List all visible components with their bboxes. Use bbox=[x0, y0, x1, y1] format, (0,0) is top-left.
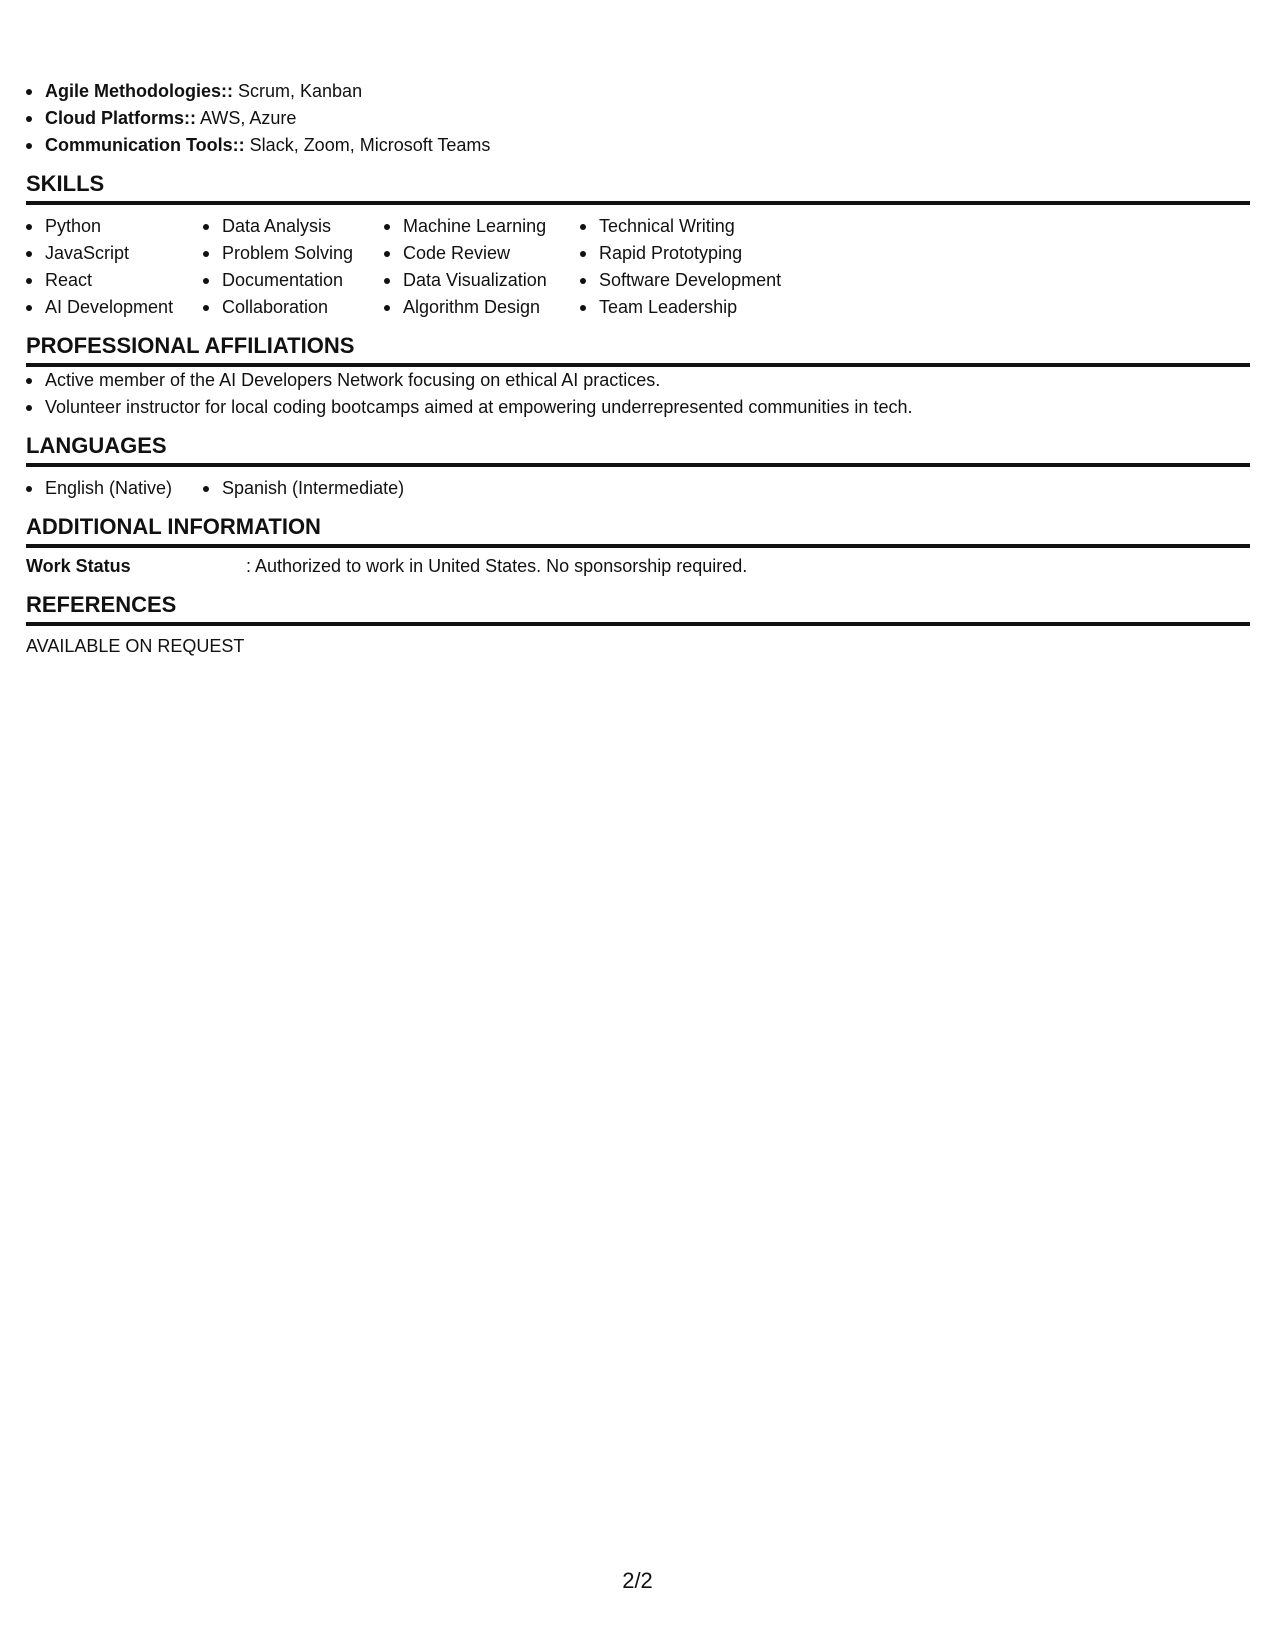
section-title: LANGUAGES bbox=[26, 431, 1250, 467]
tool-value: Scrum, Kanban bbox=[238, 81, 363, 101]
work-status-row bbox=[26, 553, 1250, 580]
skills-column bbox=[580, 213, 810, 321]
references-text: AVAILABLE ON REQUEST bbox=[26, 636, 245, 656]
list-item: Data Analysis bbox=[203, 213, 384, 240]
list-item: Volunteer instructor for local coding bootcamps aimed at empowering underrepresented communities in tech. bbox=[26, 394, 1250, 421]
affiliations-section bbox=[26, 331, 1250, 421]
languages-list bbox=[26, 475, 1250, 502]
section-title: SKILLS bbox=[26, 169, 1250, 205]
section-title: REFERENCES bbox=[26, 590, 1250, 626]
list-item: Problem Solving bbox=[203, 240, 384, 267]
tool-value: Slack, Zoom, Microsoft Teams bbox=[249, 135, 491, 155]
section-title: PROFESSIONAL AFFILIATIONS bbox=[26, 331, 1250, 367]
list-item: Code Review bbox=[384, 240, 580, 267]
list-item: Active member of the AI Developers Network focusing on ethical AI practices. bbox=[26, 367, 1250, 394]
list-item: JavaScript bbox=[26, 240, 203, 267]
tool-label: Communication Tools:: bbox=[45, 135, 245, 155]
list-item bbox=[26, 132, 1250, 159]
list-item: Spanish (Intermediate) bbox=[203, 475, 404, 502]
additional-info-section bbox=[26, 512, 1250, 580]
skills-column bbox=[203, 213, 384, 321]
tool-value: AWS, Azure bbox=[200, 108, 297, 128]
list-item: Data Visualization bbox=[384, 267, 580, 294]
list-item: Rapid Prototyping bbox=[580, 240, 810, 267]
tool-label: Agile Methodologies:: bbox=[45, 81, 233, 101]
skills-grid bbox=[26, 213, 1250, 321]
section-title: ADDITIONAL INFORMATION bbox=[26, 512, 1250, 548]
list-item: Team Leadership bbox=[580, 294, 810, 321]
languages-column bbox=[203, 475, 428, 502]
languages-section bbox=[26, 431, 1250, 502]
list-item: Algorithm Design bbox=[384, 294, 580, 321]
tools-list bbox=[26, 78, 1250, 159]
work-status-label: Work Status bbox=[26, 556, 131, 576]
affiliations-list bbox=[26, 367, 1250, 421]
list-item: Collaboration bbox=[203, 294, 384, 321]
work-status-value: : Authorized to work in United States. No sponsorship required. bbox=[246, 556, 748, 576]
list-item: Python bbox=[26, 213, 203, 240]
skills-section bbox=[26, 169, 1250, 321]
list-item: Technical Writing bbox=[580, 213, 810, 240]
list-item: Machine Learning bbox=[384, 213, 580, 240]
skills-column bbox=[384, 213, 580, 321]
list-item bbox=[26, 78, 1250, 105]
skills-column bbox=[26, 213, 203, 321]
references-section bbox=[26, 590, 1250, 660]
list-item: Software Development bbox=[580, 267, 810, 294]
resume-content bbox=[26, 78, 1250, 660]
tool-label: Cloud Platforms:: bbox=[45, 108, 196, 128]
list-item: Documentation bbox=[203, 267, 384, 294]
languages-column bbox=[26, 475, 203, 502]
list-item bbox=[26, 105, 1250, 132]
list-item: AI Development bbox=[26, 294, 203, 321]
page-number: 2/2 bbox=[622, 1568, 653, 1593]
list-item: English (Native) bbox=[26, 475, 172, 502]
list-item: React bbox=[26, 267, 203, 294]
